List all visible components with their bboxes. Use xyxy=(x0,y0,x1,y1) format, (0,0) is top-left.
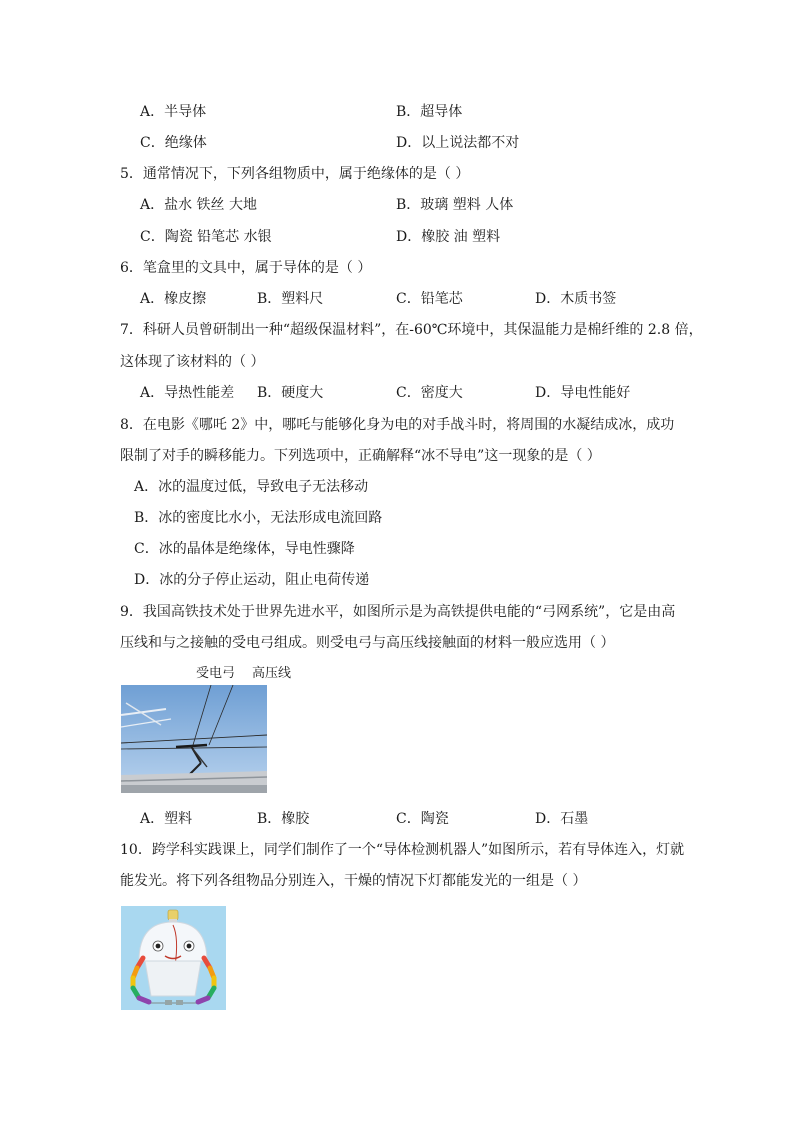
q10-conductor-robot-photo xyxy=(121,906,226,1010)
q8-stem-line-1: 8．在电影《哪吒 2》中，哪吒与能够化身为电的对手战斗时，将周围的水凝结成冰，成功 xyxy=(120,417,675,433)
q9-pantograph-photo xyxy=(121,685,267,793)
q9-option-d: D．石墨 xyxy=(535,811,589,827)
q8-option-c: C．冰的晶体是绝缘体，导电性骤降 xyxy=(134,541,355,557)
q4-option-c: C．绝缘体 xyxy=(140,135,207,151)
q7-option-d: D．导电性能好 xyxy=(535,385,631,401)
q9-stem-line-1: 9．我国高铁技术处于世界先进水平，如图所示是为高铁提供电能的“弓网系统”，它是由高 xyxy=(120,604,676,620)
q5-option-d: D．橡胶 油 塑料 xyxy=(396,229,501,245)
q7-stem-line-2: 这体现了该材料的（ ） xyxy=(120,354,265,370)
q8-option-d: D．冰的分子停止运动，阻止电荷传递 xyxy=(134,572,370,588)
q10-stem-line-2: 能发光。将下列各组物品分别连入，干燥的情况下灯都能发光的一组是（ ） xyxy=(120,873,587,889)
q9-figure-label-high-voltage-line: 高压线 xyxy=(252,666,292,681)
q8-option-b: B．冰的密度比水小，无法形成电流回路 xyxy=(134,510,383,526)
q7-option-b: B．硬度大 xyxy=(257,385,324,401)
q6-stem: 6．笔盒里的文具中，属于导体的是（ ） xyxy=(120,260,372,276)
q9-option-c: C．陶瓷 xyxy=(396,811,449,827)
q6-option-c: C．铅笔芯 xyxy=(396,291,463,307)
q8-stem-line-2: 限制了对手的瞬移能力。下列选项中，正确解释“冰不导电”这一现象的是（ ） xyxy=(120,448,601,464)
q5-option-c: C．陶瓷 铅笔芯 水银 xyxy=(140,229,272,245)
q9-option-a: A．塑料 xyxy=(140,811,193,827)
q9-option-b: B．橡胶 xyxy=(257,811,310,827)
q4-option-d: D．以上说法都不对 xyxy=(396,135,520,151)
q4-option-a: A．半导体 xyxy=(140,104,207,120)
q5-option-a: A．盐水 铁丝 大地 xyxy=(140,197,258,213)
q6-option-b: B．塑料尺 xyxy=(257,291,324,307)
q4-option-b: B．超导体 xyxy=(396,104,463,120)
q5-stem: 5．通常情况下，下列各组物质中，属于绝缘体的是（ ） xyxy=(120,166,470,182)
q6-option-a: A．橡皮擦 xyxy=(140,291,207,307)
q8-option-a: A．冰的温度过低，导致电子无法移动 xyxy=(134,479,369,495)
q6-option-d: D．木质书签 xyxy=(535,291,617,307)
q9-stem-line-2: 压线和与之接触的受电弓组成。则受电弓与高压线接触面的材料一般应选用（ ） xyxy=(120,635,615,651)
q9-figure-label-pantograph: 受电弓 xyxy=(196,666,236,681)
q5-option-b: B．玻璃 塑料 人体 xyxy=(396,197,514,213)
q10-stem-line-1: 10．跨学科实践课上，同学们制作了一个“导体检测机器人”如图所示，若有导体连入，灯就 xyxy=(120,842,685,858)
q7-option-a: A．导热性能差 xyxy=(140,385,235,401)
q7-option-c: C．密度大 xyxy=(396,385,463,401)
q7-stem-line-1: 7．科研人员曾研制出一种“超级保温材料”，在-60℃环境中，其保温能力是棉纤维的 2.8 倍， xyxy=(120,322,703,338)
